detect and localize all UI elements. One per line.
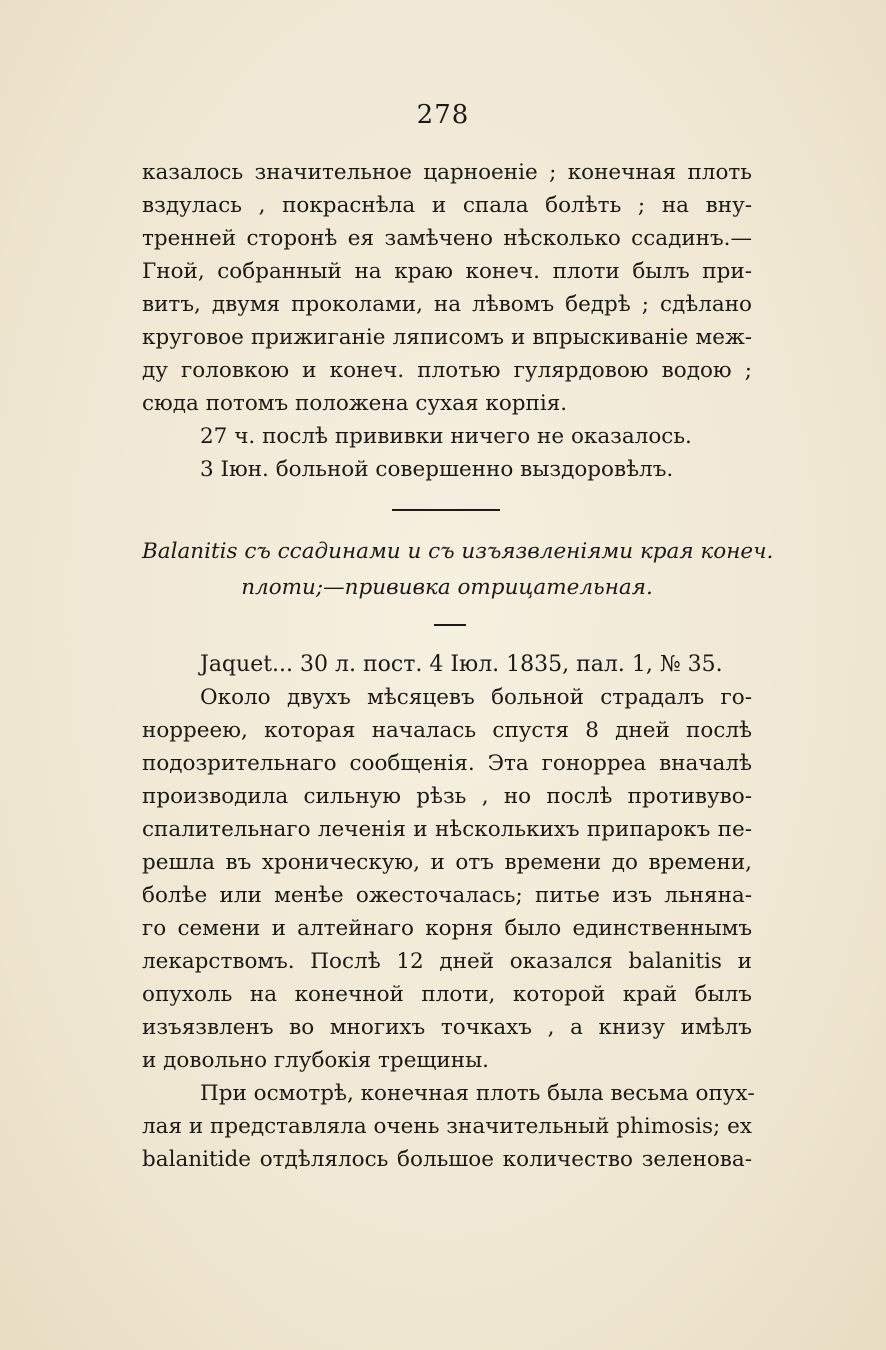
text-line: изъязвленъ во многихъ точкахъ , а книзу имѣлъ bbox=[142, 1015, 752, 1040]
heading-line: плоти;—прививка отрицательная. bbox=[241, 575, 653, 600]
text-line: лекарствомъ. Послѣ 12 дней оказался balanitis и bbox=[142, 949, 752, 974]
text-line: ду головкою и конеч. плотью гулярдовою водою ; bbox=[142, 358, 752, 383]
text-line: При осмотрѣ, конечная плоть была весьма опух- bbox=[200, 1081, 755, 1106]
text-line: казалось значительное царноеніе ; конечная плоть bbox=[142, 160, 752, 185]
text-line: го семени и алтейнаго корня было единственнымъ bbox=[142, 916, 752, 941]
text-line: лая и представляла очень значительный phimosis; ex bbox=[142, 1114, 752, 1139]
text-line: опухоль на конечной плоти, которой край былъ bbox=[142, 982, 752, 1007]
text-line: тренней сторонѣ ея замѣчено нѣсколько ссадинъ.— bbox=[142, 226, 752, 251]
paragraph-continuation bbox=[142, 156, 752, 486]
text-line: вздулась , покраснѣла и спала болѣть ; на вну- bbox=[142, 193, 752, 218]
text-line: производила сильную рѣзь , но послѣ противуво- bbox=[142, 784, 752, 809]
heading-line: Balanitis съ ссадинами и съ изъязвленіями края конеч. bbox=[142, 539, 774, 564]
text-line: решла въ хроническую, и отъ времени до времени, bbox=[142, 850, 752, 875]
text-line: круговое прижиганіе ляписомъ и впрыскиваніе меж- bbox=[142, 325, 752, 350]
text-line: спалительнаго леченія и нѣсколькихъ припарокъ пе- bbox=[142, 817, 752, 842]
page-number: 278 bbox=[416, 100, 470, 130]
text-line: Гной, собранный на краю конеч. плоти былъ при- bbox=[142, 259, 752, 284]
text-line: норреею, которая началась спустя 8 дней послѣ bbox=[142, 718, 752, 743]
section-heading bbox=[142, 534, 774, 606]
text-line: сюда потомъ положена сухая корпія. bbox=[142, 391, 568, 416]
text-line: Около двухъ мѣсяцевъ больной страдалъ го- bbox=[200, 685, 752, 710]
text-line: болѣе или менѣе ожесточалась; питье изъ льняна- bbox=[142, 883, 752, 908]
case-section bbox=[142, 648, 755, 1176]
section-divider bbox=[392, 509, 500, 511]
case-header: Jaquet... 30 л. пост. 4 Іюл. 1835, пал. 1, № 35. bbox=[200, 652, 723, 677]
text-line: balanitide отдѣлялось большое количество зеленова- bbox=[142, 1147, 752, 1172]
entry-3: 3 Іюн. больной совершенно выздоровѣлъ. bbox=[200, 457, 674, 482]
entry-27: 27 ч. послѣ прививки ничего не оказалось. bbox=[200, 424, 692, 449]
text-line: витъ, двумя проколами, на лѣвомъ бедрѣ ; сдѣлано bbox=[142, 292, 752, 317]
text-line: подозрительнаго сообщенія. Эта гонорреа вначалѣ bbox=[142, 751, 752, 776]
heading-divider bbox=[434, 624, 466, 626]
text-line: и довольно глубокія трещины. bbox=[142, 1048, 490, 1073]
